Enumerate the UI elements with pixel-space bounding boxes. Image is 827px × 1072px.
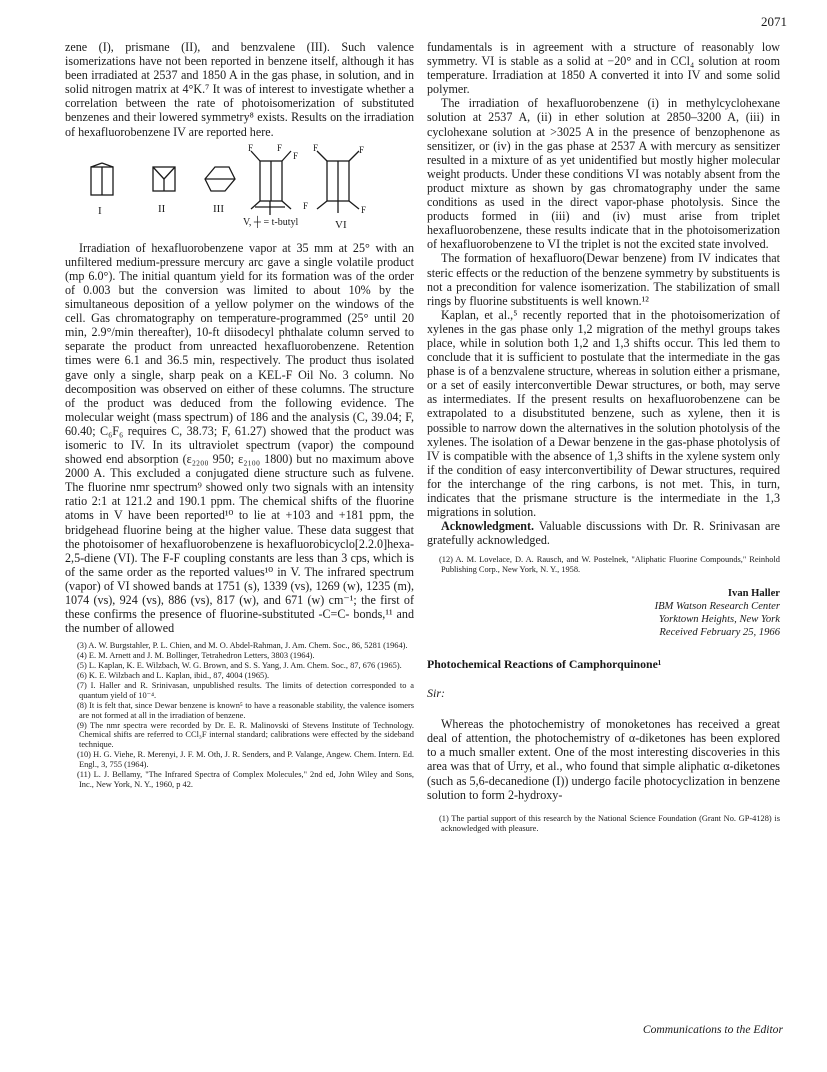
fluorine-label-4: F [313, 142, 319, 153]
reference-9: (9) The nmr spectra were recorded by Dr. E. R. Malinovski of Stevens Institute of Technology. Chemical shifts are referred to CCl₃F internal standard; calibrations were effected by the sideband technique. [77, 720, 414, 750]
prismane-structure [153, 167, 175, 191]
reference-12: (12) A. M. Lovelace, D. A. Rausch, and W. Postelnek, "Aliphatic Fluorine Compounds," Reinhold Publishing Corp., New York, N. Y., 1958. [439, 555, 780, 575]
left-column [65, 40, 414, 790]
affiliation-1: IBM Watson Research Center [654, 601, 780, 613]
reference-3: (3) A. W. Burgstahler, P. L. Chien, and M. O. Abdel-Rahman, J. Am. Chem. Soc., 86, 5281 (1964). [77, 641, 408, 651]
page-number: 2071 [761, 14, 787, 29]
left-paragraph-1: zene (I), prismane (II), and benzvalene (III). Such valence isomerizations have not been reported in benzene itself, although it has been irradiated at 2537 and 1850 A in the gas phase, in solution, and in solid nitrogen matrix at 4°K.⁷ It was of interest to investigate whether a correlation between the rate of photoisomerization of substituted benzenes and their lowered symmetry⁸ exists. Results on the irradiation of hexafluorobenzene IV are reported here. [65, 40, 414, 139]
structures-drawing [65, 143, 414, 235]
fluorine-label-3: F [293, 150, 299, 161]
compound-v-structure [251, 151, 291, 215]
reference-8: (8) It is felt that, since Dewar benzene is known⁵ to have a reasonable stability, the valence isomers are not formed at all in the irradiation of benzene. [77, 700, 414, 720]
left-paragraph-2: Irradiation of hexafluorobenzene vapor at 35 mm at 25° with an unfiltered medium-pressure mercury arc gave a single volatile product (mp 6.0°). The initial quantum yield for its formation was of the order of 0.003 but the conversion was limited to about 10% by the simultaneous deposition of a yellow polymer on the windows of the cell. Gas chromatography on temperature-programmed (25° until 20 min, 2.9°/min thereafter), 10-ft diisodecyl phthalate column served to separate the product from unreacted hexafluorobenzene. Retention times were 6.1 and 36.5 min, respectively. The product thus isolated gave only a single, sharp peak on a KEL-F Oil No. 3 column. No decomposition was observed on either of these columns. The structure of the product was deduced from the following evidence. The molecular weight (mass spectrum) of 186 and the analysis (C, 39.04; F, 60.40; C₆F₆ requires C, 38.73; F, 61.27) showed that the product was isomeric to IV. In its ultraviolet spectrum (vapor) the compound showed end absorption (ε₂₂₀₀ 950; ε₂₁₀₀ 1800) but no maximum above 2000 A. This excluded a conjugated diene structure such as fulvene. The fluorine nmr spectrum⁹ showed only two signals with an intensity ratio 2:1 at 121.2 and 190.1 ppm. The chemical shifts of the fluorine atoms in V have been reported¹⁰ to lie at +103 and +181 ppm, the bridgehead fluorine being at the higher value. These data suggest that the photoisomer of hexafluorobenzene is hexafluorobicyclo[2.2.0]hexa-2,5-diene (VI). The F-F coupling constants are less than 3 cps, which is of the same order as the reported values¹⁰ in V. The infrared spectrum (vapor) of VI showed bands at 1751 (s), 1339 (vs), 1269 (w), 1235 (m), 1074 (vs), 924 (vs), 886 (vs), 817 (w), and 671 (w) cm⁻¹; the first of these confirms the presence of fluorine-substituted -C=C- bonds,¹¹ and the number of allowed [65, 240, 414, 636]
right-paragraph-2: The irradiation of hexafluorobenzene (i) in methylcyclohexane solution at 2537 A, (ii) in ether solution at 2850–3200 A, (iii) in cyclohexane solution at >3025 A in the presence of benzophenone as sensitizer, or (iv) in the gas phase at 2537 A with mercury as sensitizer resulted in a mixture of as yet unidentified but mostly higher molecular weight products. Under these conditions VI was notably absent from the product mixture as shown by gas chromatography under the same conditions as used in the direct vapor-phase photolysis. Since the products formed in (iii) and (iv) must arise from triplet hexafluorobenzene, these results indicate that in the photoisomerization of hexafluorobenzene to VI the triplet is not the excited state involved. [427, 96, 780, 252]
received-date: Received February 25, 1966 [659, 627, 780, 639]
reference-11: (11) L. J. Bellamy, "The Infrared Spectra of Complex Molecules," 2nd ed, John Wiley and Sons, Inc., New York, N. Y., 1960, p 42. [77, 770, 414, 789]
fluorine-label-1: F [248, 142, 254, 153]
reference-4: (4) E. M. Arnett and J. M. Bollinger, Tetrahedron Letters, 3803 (1964). [77, 651, 315, 661]
salutation: Sir: [427, 686, 445, 701]
reference-7: (7) I. Haller and R. Srinivasan, unpublished results. The limits of detection corresponded to a quantum yield of 10⁻⁴. [77, 680, 414, 700]
footer-journal-section: Communications to the Editor [642, 1023, 783, 1036]
acknowledgment [427, 519, 780, 547]
affiliation-2: Yorktown Heights, New York [658, 614, 780, 626]
footnote-1: (1) The partial support of this research by the National Science Foundation (Grant No. GP-4128) is acknowledged with pleasure. [439, 813, 780, 833]
dewar-benzene-structure [91, 163, 113, 195]
label-v: V, ┼ = t-butyl [243, 216, 299, 228]
fluorine-label-2: F [277, 142, 283, 153]
reference-10: (10) H. G. Viehe, R. Merenyi, J. F. M. Oth, J. R. Senders, and P. Valange, Angew. Chem. Intern. Ed. Engl., 3, 755 (1964). [77, 750, 414, 770]
left-references [65, 641, 414, 790]
acknowledgment-label: Acknowledgment. [441, 519, 535, 534]
compound-vi-structure [317, 151, 359, 213]
label-i: I [98, 204, 102, 217]
reference-6: (6) K. E. Wilzbach and L. Kaplan, ibid., 87, 4004 (1965). [77, 671, 270, 680]
label-ii: II [158, 202, 166, 215]
right-paragraph-3: The formation of hexafluoro(Dewar benzene) from IV indicates that steric effects or the reduction of the benzene symmetry by substituents is not a precondition for valence isomerization. The stabilization of small rings by fluorine substituents is well known.¹² [427, 251, 780, 308]
article-title: Photochemical Reactions of Camphorquinone¹ [427, 657, 662, 672]
benzvalene-structure [205, 167, 235, 191]
right-paragraph-1: fundamentals is in agreement with a structure of reasonably low symmetry. VI is stable as a solid at −20° and in CCl₄ solution at room temperature. Irradiation at 1850 A converted it into IV and some solid polymer. [427, 40, 780, 97]
reference-5: (5) L. Kaplan, K. E. Wilzbach, W. G. Brown, and S. S. Yang, J. Am. Chem. Soc., 87, 676 (1965). [77, 661, 402, 671]
label-vi: VI [335, 218, 347, 231]
author-block [427, 587, 780, 639]
label-iii: III [213, 202, 224, 215]
right-paragraph-4: Kaplan, et al.,⁵ recently reported that in the photoisomerization of xylenes in the gas phase only 1,2 migration of the methyl groups takes place, while in solution both 1,2 and 1,3 shifts occur. This led them to conclude that it is sufficient to postulate that the intermediate in the gas phase is of a benzvalene structure, whereas in solution either a prismane, or a set of easily interconvertible Dewar structures, or both, may serve as intermediates. If the present results on hexafluorobenzene can be extrapolated to a disubstituted benzene, such as xylene, then it is possible to narrow down the alternatives in the solution photolysis of the xylenes. The isolation of a Dewar benzene in the gas-phase photolysis of IV is compatible with the absence of 1,3 shifts in the xylene system only if the condition of easy interconvertibility of Dewar structures, required for the interchange of the ring carbons, is not met. This, in turn, indicates that the prismane structure is the intermediate in the 1,3 migrations in solution. [427, 307, 780, 520]
structures-figure [65, 143, 414, 235]
acknowledgment-text: Valuable discussions with Dr. R. Srinivasan are gratefully acknowledged. [427, 519, 780, 548]
right-column [427, 40, 780, 834]
fluorine-label-7: F [361, 204, 367, 215]
author-name: Ivan Haller [727, 588, 780, 600]
fluorine-label-5: F [359, 144, 365, 155]
right-paragraph-5: Whereas the photochemistry of monoketones has received a great deal of attention, the photochemistry of α-diketones has been explored to a much smaller extent. One of the most interesting discoveries in this area was that of Urry, et al., who found that simple aliphatic α-diketones (such as 5,6-decanedione (I)) undergo facile photocyclization in benzene solution to form 2-hydroxy- [427, 717, 780, 802]
fluorine-label-6: F [303, 200, 309, 211]
